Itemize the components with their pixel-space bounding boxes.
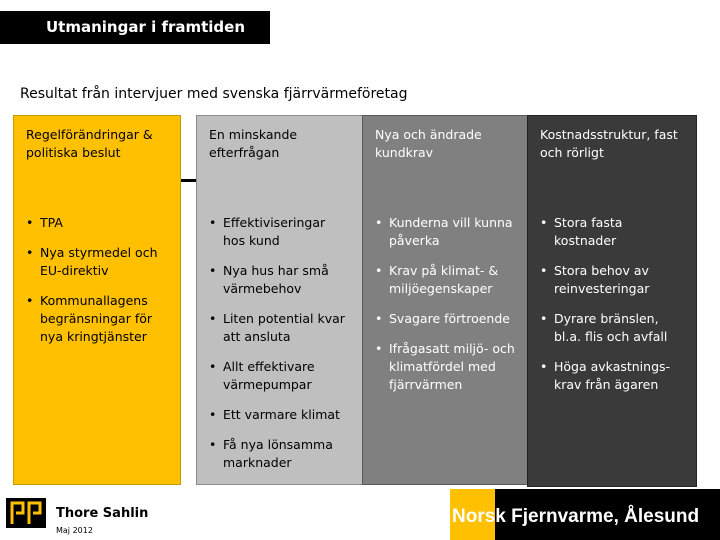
column-heading: Kostnadsstruktur, fast och rörligt: [540, 127, 678, 160]
list-item: • Liten potential kvar att ansluta: [209, 310, 351, 346]
page-subtitle: Resultat från intervjuer med svenska fjärrvärmeföretag: [20, 86, 408, 102]
list-item: • Stora fasta kostnader: [540, 214, 684, 250]
column-heading: Regelförändringar & politiska beslut: [26, 127, 153, 160]
list-item: • Kommunallagens begränsningar för nya kringtjänster: [26, 292, 168, 346]
list-item: • Nya hus har små värmebehov: [209, 262, 351, 298]
column-heading: En minskande efterfrågan: [209, 127, 298, 160]
list-item: • Stora behov av reinvesteringar: [540, 262, 684, 298]
list-item: • Allt effektivare värmepumpar: [209, 358, 351, 394]
list-item: • Nya styrmedel och EU-direktiv: [26, 244, 168, 280]
footer-spacer: [420, 489, 450, 540]
list-item: • Dyrare bränslen, bl.a. flis och avfall: [540, 310, 684, 346]
bullet-list: [375, 214, 517, 394]
bullet-list: [209, 214, 351, 472]
list-item: • Krav på klimat- & miljöegenskaper: [375, 262, 517, 298]
footer-brand-text: Norsk Fjernvarme, Ålesund: [452, 506, 700, 527]
column-regulation: [13, 115, 181, 485]
column-heading: Nya och ändrade kundkrav: [375, 127, 482, 160]
list-item: • Kunderna vill kunna påverka: [375, 214, 517, 250]
list-item: • Ifrågasatt miljö- och klimatfördel med fjärrvärmen: [375, 340, 517, 394]
list-item: • Få nya lönsamma marknader: [209, 436, 351, 472]
column-customer-demands: [362, 115, 530, 485]
presentation-date: Maj 2012: [56, 526, 93, 535]
bullet-list: [26, 214, 168, 346]
bullet-list: [540, 214, 684, 394]
column-demand: [196, 115, 364, 485]
list-item: • Effektiviseringar hos kund: [209, 214, 351, 250]
page-title-bar: [0, 11, 270, 44]
list-item: • Svagare förtroende: [375, 310, 517, 328]
pp-logo-icon: [6, 498, 46, 528]
author-name: Thore Sahlin: [56, 506, 149, 521]
list-item: • Ett varmare klimat: [209, 406, 351, 424]
page-title: Utmaningar i framtiden: [46, 18, 246, 36]
column-cost-structure: [527, 115, 697, 487]
list-item: • TPA: [26, 214, 168, 232]
list-item: • Höga avkastnings-krav från ägaren: [540, 358, 684, 394]
